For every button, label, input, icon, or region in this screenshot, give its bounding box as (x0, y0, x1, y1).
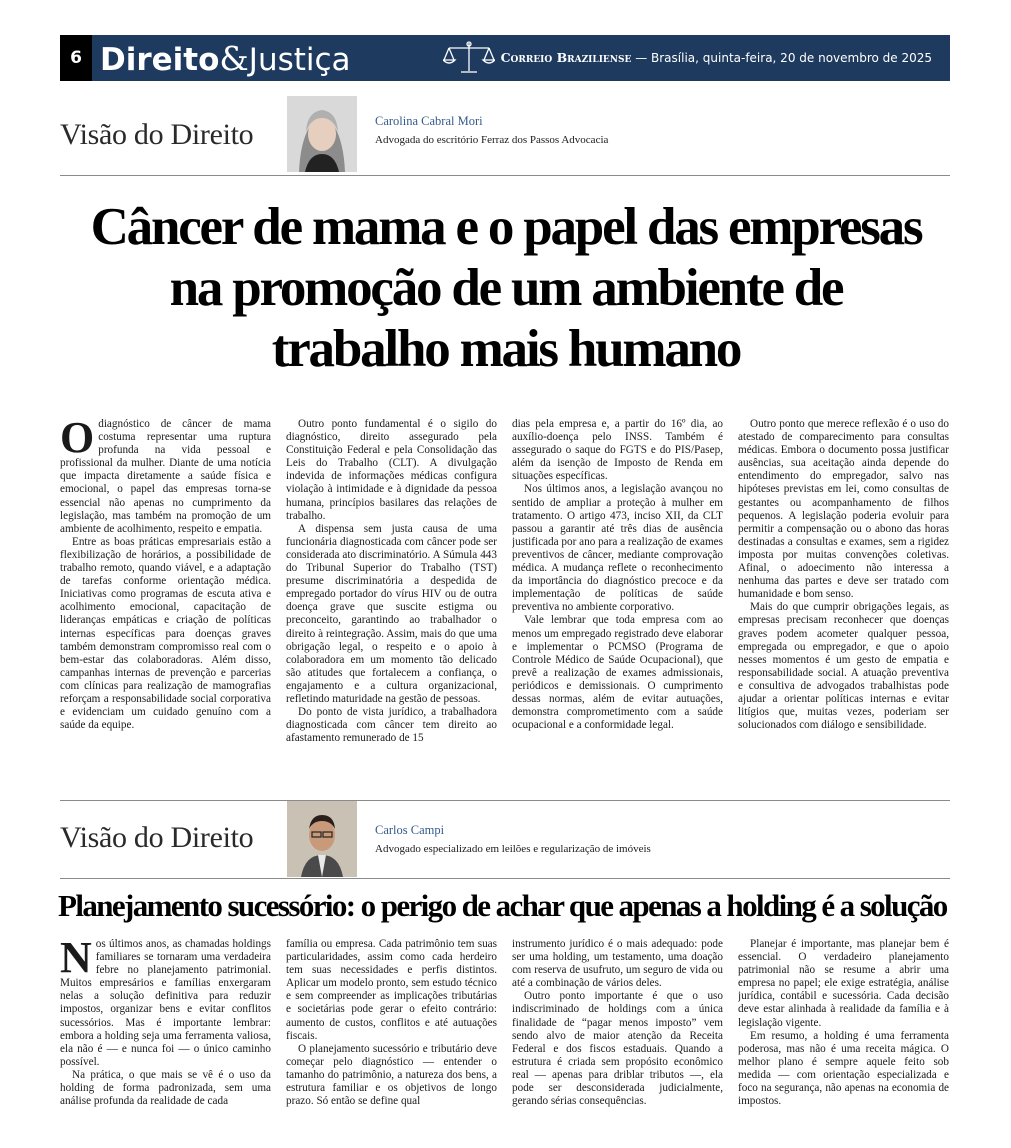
divider (60, 878, 950, 879)
paragraph: A dispensa sem justa causa de uma funcionária diagnosticada com câncer pode ser considerada ato discriminatório. A Súmula 443 do Tribunal Superior do Trabalho (TST) presume discriminatória a despedida de empregado portador do vírus HIV ou de outra doença grave que suscite estigma ou preconceito, garantindo ao trabalhador o direito à reintegração. Assim, mais do que uma obrigação legal, o respeito e o apoio à colaboradora em um momento tão delicado são atitudes que fortalecem a confiança, o engajamento e a cultura organizacional, refletindo maturidade na gestão de pessoas. (286, 522, 497, 705)
paragraph: família ou empresa. Cada patrimônio tem suas particularidades, assim como cada herdeiro tem suas necessidades e perfis distintos. Aplicar um modelo pronto, sem estudo técnico e sem compreender as implicações tributárias e societárias pode gerar o efeito contrário: aumento de custos, conflitos e até autuações fiscais. (286, 938, 497, 1042)
text-column (738, 938, 949, 1128)
text-column (60, 938, 271, 1128)
headline: Planejamento sucessório: o perigo de achar que apenas a holding é a solução (58, 888, 947, 923)
section-title (100, 37, 351, 81)
text-column (286, 938, 497, 1128)
paper-info (501, 35, 932, 81)
paragraph: dias pela empresa e, a partir do 16º dia, ao auxílio-doença pelo INSS. Também é assegurado o saque do FGTS e do PIS/Pasep, além da isenção de Imposto de Renda em situações específicas. (512, 418, 723, 483)
edition-date: — Brasília, quinta-feira, 20 de novembro de 2025 (631, 51, 932, 65)
paragraph: Na prática, o que mais se vê é o uso da holding de forma padronizada, sem uma análise profunda da realidade de cada (60, 1068, 271, 1108)
headline-line: na promoção de um ambiente de (169, 259, 843, 317)
paragraph: instrumento jurídico é o mais adequado: pode ser uma holding, um testamento, uma doação com reserva de usufruto, um seguro de vida ou até a combinação de vários deles. (512, 938, 723, 990)
text-column (512, 938, 723, 1128)
article-body (60, 938, 950, 1128)
article-body (60, 418, 950, 770)
section-title-part2: Justiça (248, 42, 351, 78)
paragraph: Vale lembrar que toda empresa com ao menos um empregado registrado deve elaborar e implementar o PCMSO (Programa de Controle Médico de Saúde Ocupacional), que prevê a realização de exames admissionais, periódicos e demissionais. O cumprimento dessas normas, além de evitar autuações, demonstra comprometimento com a saúde ocupacional e a conformidade legal. (512, 614, 723, 732)
scales-of-justice-icon (443, 40, 495, 76)
paragraph: Em resumo, a holding é uma ferramenta poderosa, mas não é uma receita mágica. O melhor plano é sempre aquele feito sob medida — com orientação especializada e foco na segurança, não apenas na economia de impostos. (738, 1029, 949, 1108)
column-header (60, 801, 950, 878)
author-name: Carlos Campi (375, 823, 445, 837)
masthead (60, 35, 950, 81)
paragraph: Planejar é importante, mas planejar bem é essencial. O verdadeiro planejamento patrimonial não se resume a abrir uma empresa no papel; ele exige estratégia, análise jurídica, contábil e sucessória. Cada decisão deve estar alinhada à realidade da família e à legislação vigente. (738, 938, 949, 1029)
column-header (60, 96, 950, 175)
headline-line: trabalho mais humano (271, 320, 741, 378)
headline-line: Câncer de mama e o papel das empresas (90, 198, 922, 256)
section-title-part1: Direito (100, 42, 220, 78)
text-column (512, 418, 723, 770)
paragraph: Entre as boas práticas empresariais estão a flexibilização de horários, a possibilidade de trabalho remoto, quando viável, e a adaptação de tarefas conforme orientação médica. Iniciativas como programas de escuta ativa e acolhimento emocional, capacitação de lideranças empáticas e criação de políticas internas específicas para doenças graves também demonstram compromisso real com o bem-estar das colaboradoras. Além disso, campanhas internas de prevenção e parcerias com clínicas para realização de mamografias reforçam a responsabilidade social corporativa e evidenciam um cuidado genuíno com a saúde da equipe. (60, 535, 271, 732)
paragraph: Nos últimos anos, as chamadas holdings familiares se tornaram uma verdadeira febre no planejamento patrimonial. Muitos empresários e famílias enxergaram nelas a solução definitiva para reduzir impostos, organizar bens e evitar conflitos sucessórios. Mas é importante lembrar: embora a holding seja uma ferramenta valiosa, ela não é — e nunca foi — o único caminho possível. (60, 938, 271, 1068)
paragraph: O planejamento sucessório e tributário deve começar pelo diagnóstico — entender o tamanho do patrimônio, a natureza dos bens, a estrutura familiar e os objetivos de longo prazo. Só então se define qual (286, 1042, 497, 1108)
divider (60, 175, 950, 176)
drop-cap: N (60, 938, 92, 982)
author-role: Advogada do escritório Ferraz dos Passos Advocacia (375, 134, 609, 146)
author-role: Advogado especializado em leilões e regularização de imóveis (375, 843, 651, 855)
paragraph: Nos últimos anos, a legislação avançou no sentido de ampliar a proteção à mulher em tratamento. O artigo 473, inciso XII, da CLT passou a garantir até três dias de ausência justificada por ano para a realização de exames preventivos de câncer, mediante comprovação médica. A mudança reflete o reconhecimento da importância do diagnóstico precoce e da implementação de políticas de saúde preventiva no ambiente corporativo. (512, 483, 723, 614)
author-photo (287, 801, 357, 877)
paragraph: Outro ponto que merece reflexão é o uso do atestado de comparecimento para consultas médicas. Embora o documento possa justificar ausências, sua aceitação ainda depende do entendimento do empregador, salvo nas hipóteses previstas em lei, como consultas de gestantes ou acompanhamento de filhos pequenos. A legislação poderia evoluir para permitir a compensação ou o abono das horas destinadas a consultas e exames, sem a rigidez imposta por muitas convenções coletivas. Afinal, o adoecimento não interessa a nenhuma das partes e deve ser tratado com humanidade e bom senso. (738, 418, 949, 601)
text-column (738, 418, 949, 770)
paragraph: Outro ponto importante é que o uso indiscriminado de holdings com a única finalidade de “pagar menos imposto” vem sendo alvo de maior atenção da Receita Federal e dos fiscos estaduais. Quando a estrutura é criada sem propósito econômico real — apenas para driblar tributos —, ela pode ser desconsiderada judicialmente, gerando sérias consequências. (512, 990, 723, 1108)
author-name: Carolina Cabral Mori (375, 114, 483, 128)
paragraph: Do ponto de vista jurídico, a trabalhadora diagnosticada com câncer tem direito ao afastamento remunerado de 15 (286, 706, 497, 745)
column-title: Visão do Direito (60, 118, 254, 151)
paragraph: O diagnóstico de câncer de mama costuma representar uma ruptura profunda na vida pessoal e profissional da mulher. Diante de uma notícia que impacta diretamente a saúde física e emocional, o papel das empresas torna-se essencial não apenas no cumprimento da legislação, mas também na promoção de um ambiente de acolhimento, respeito e empatia. (60, 418, 271, 535)
text-column (286, 418, 497, 770)
paragraph: Mais do que cumprir obrigações legais, as empresas precisam reconhecer que doenças graves podem acometer qualquer pessoa, empregada ou empregador, e que o apoio nesses momentos é um gesto de empatia e responsabilidade social. A atuação preventiva e consultiva de advogados trabalhistas pode ajudar a orientar políticas internas e evitar litígios que, muitas vezes, poderiam ser solucionados com diálogo e sensibilidade. (738, 601, 949, 732)
paragraph: Outro ponto fundamental é o sigilo do diagnóstico, direito assegurado pela Constituição Federal e pela Consolidação das Leis do Trabalho (CLT). A divulgação indevida de informações médicas configura violação à intimidade e à dignidade da pessoa humana, princípios basilares das relações de trabalho. (286, 418, 497, 522)
paper-name: Correio Braziliense (500, 50, 632, 65)
section-title-ampersand: & (219, 39, 249, 78)
text-column (60, 418, 271, 770)
column-title: Visão do Direito (60, 821, 254, 854)
headline (50, 197, 962, 380)
page-number: 6 (60, 35, 92, 81)
author-photo (287, 96, 357, 172)
drop-cap: O (60, 418, 95, 462)
